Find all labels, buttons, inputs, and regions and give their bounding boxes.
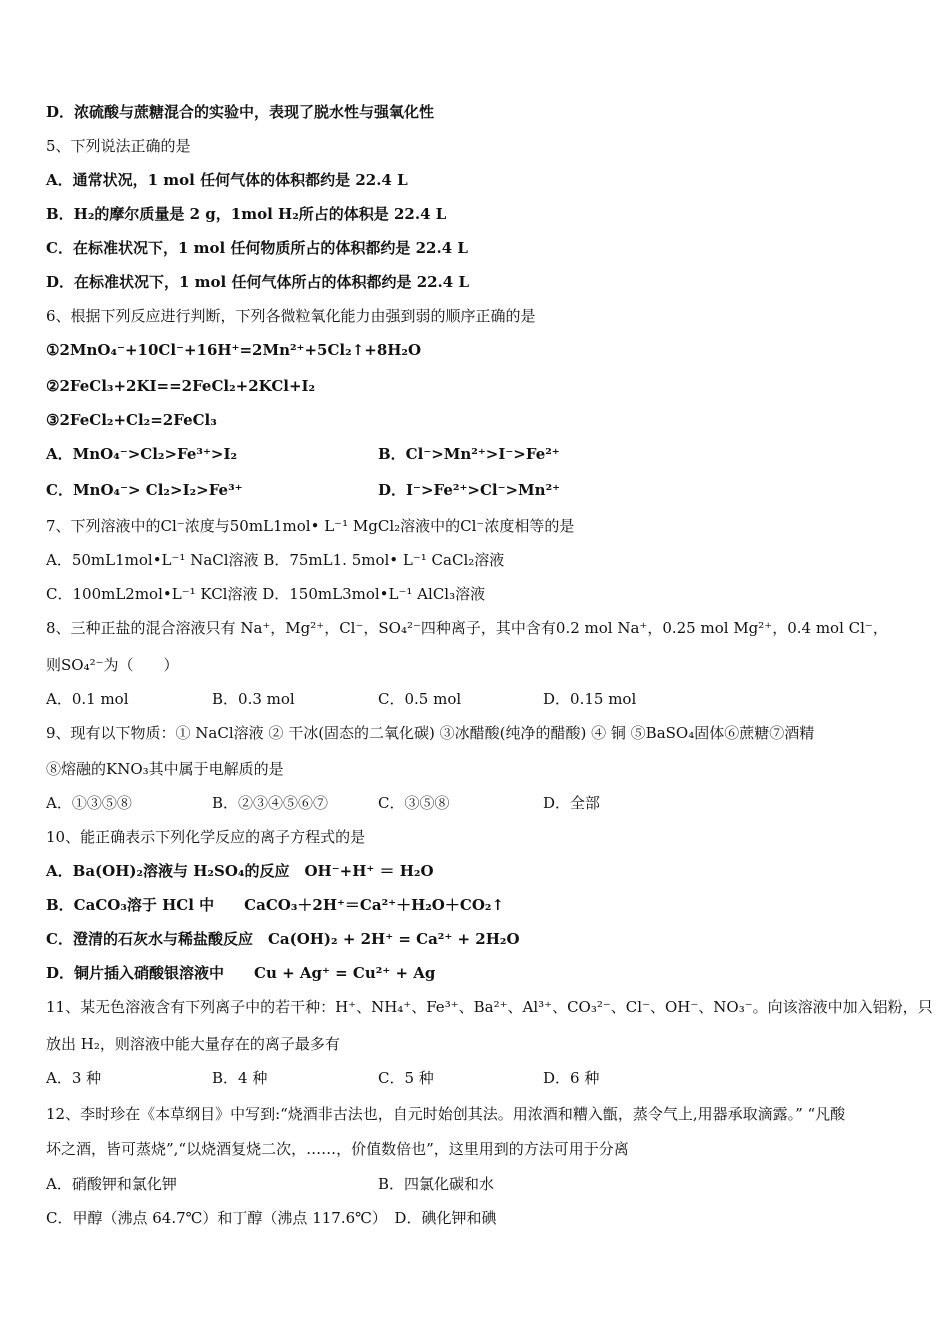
q6-reaction-3: ③2FeCl₂+Cl₂=2FeCl₃ [46,411,217,429]
q12-options-cd: C．甲醇（沸点 64.7℃）和丁醇（沸点 117.6℃） D．碘化钾和碘 [46,1209,497,1227]
q7-options-ab: A．50mL1mol•L⁻¹ NaCl溶液 B．75mL1. 5mol• L⁻¹ CaCl₂溶液 [46,551,505,569]
q9-option-c: C．③⑤⑧ [378,794,450,812]
q8-option-a: A．0.1 mol [46,690,129,708]
q11-stem-cont: 放出 H₂，则溶液中能大量存在的离子最多有 [46,1035,340,1053]
q12-stem: 12、李时珍在《本草纲目》中写到:“烧酒非古法也，自元时始创其法。用浓酒和糟入甑，蒸令气上,用器承取滴露。” “凡酸 [46,1105,846,1123]
q11-option-b: B．4 种 [212,1069,268,1087]
q12-option-b: B．四氯化碳和水 [378,1175,495,1193]
q10-stem: 10、能正确表示下列化学反应的离子方程式的是 [46,828,366,846]
q4-option-d: D．浓硫酸与蔗糖混合的实验中，表现了脱水性与强氧化性 [46,103,435,121]
q8-option-b: B．0.3 mol [212,690,295,708]
q11-option-d: D．6 种 [543,1069,600,1087]
q9-stem-cont: ⑧熔融的KNO₃其中属于电解质的是 [46,760,284,778]
q5-stem: 5、下列说法正确的是 [46,137,191,155]
q12-option-a: A．硝酸钾和氯化钾 [46,1175,177,1193]
q10-option-c: C．澄清的石灰水与稀盐酸反应 Ca(OH)₂ + 2H⁺ = Ca²⁺ + 2H₂O [46,930,520,948]
q5-option-a: A．通常状况，1 mol 任何气体的体积都约是 22.4 L [46,171,408,189]
q9-option-b: B．②③④⑤⑥⑦ [212,794,329,812]
q6-option-b: B．Cl⁻>Mn²⁺>I⁻>Fe²⁺ [378,445,560,463]
q6-reaction-2: ②2FeCl₃+2KI==2FeCl₂+2KCl+I₂ [46,377,316,395]
q11-stem: 11、某无色溶液含有下列离子中的若干种：H⁺、NH₄⁺、Fe³⁺、Ba²⁺、Al³⁺、CO₃²⁻、Cl⁻、OH⁻、NO₃⁻。向该溶液中加入铝粉，只 [46,998,933,1016]
q10-option-a: A．Ba(OH)₂溶液与 H₂SO₄的反应 OH⁻+H⁺ ＝ H₂O [46,862,434,880]
q8-stem: 8、三种正盐的混合溶液只有 Na⁺，Mg²⁺，Cl⁻，SO₄²⁻四种离子，其中含有0.2 mol Na⁺，0.25 mol Mg²⁺，0.4 mol Cl⁻， [46,619,888,637]
q9-stem: 9、现有以下物质：① NaCl溶液 ② 干冰(固态的二氧化碳) ③冰醋酸(纯净的醋酸) ④ 铜 ⑤BaSO₄固体⑥蔗糖⑦酒精 [46,724,815,742]
q5-option-c: C．在标准状况下，1 mol 任何物质所占的体积都约是 22.4 L [46,239,468,257]
q10-option-b: B．CaCO₃溶于 HCl 中 CaCO₃＋2H⁺＝Ca²⁺＋H₂O＋CO₂↑ [46,896,505,914]
q5-option-d: D．在标准状况下，1 mol 任何气体所占的体积都约是 22.4 L [46,273,469,291]
q5-option-b: B．H₂的摩尔质量是 2 g，1mol H₂所占的体积是 22.4 L [46,205,447,223]
q12-stem-cont: 坏之酒，皆可蒸烧”,“以烧酒复烧二次，……，价值数倍也”，这里用到的方法可用于分离 [46,1140,629,1158]
q9-option-d: D．全部 [543,794,601,812]
q9-option-a: A．①③⑤⑧ [46,794,132,812]
q6-stem: 6、根据下列反应进行判断，下列各微粒氧化能力由强到弱的顺序正确的是 [46,307,536,325]
q11-option-c: C．5 种 [378,1069,434,1087]
q6-reaction-1: ①2MnO₄⁻+10Cl⁻+16H⁺=2Mn²⁺+5Cl₂↑+8H₂O [46,341,422,359]
q6-option-c: C．MnO₄⁻> Cl₂>I₂>Fe³⁺ [46,481,243,499]
q6-option-a: A．MnO₄⁻>Cl₂>Fe³⁺>I₂ [46,445,238,463]
q8-stem-cont: 则SO₄²⁻为（ ） [46,656,179,674]
q11-option-a: A．3 种 [46,1069,102,1087]
q8-option-d: D．0.15 mol [543,690,637,708]
q7-stem: 7、下列溶液中的Cl⁻浓度与50mL1mol• L⁻¹ MgCl₂溶液中的Cl⁻浓度相等的是 [46,517,575,535]
q8-option-c: C．0.5 mol [378,690,462,708]
q7-options-cd: C．100mL2mol•L⁻¹ KCl溶液 D．150mL3mol•L⁻¹ AlCl₃溶液 [46,585,486,603]
q6-option-d: D．I⁻>Fe²⁺>Cl⁻>Mn²⁺ [378,481,561,499]
q10-option-d: D．铜片插入硝酸银溶液中 Cu + Ag⁺ = Cu²⁺ + Ag [46,964,436,982]
